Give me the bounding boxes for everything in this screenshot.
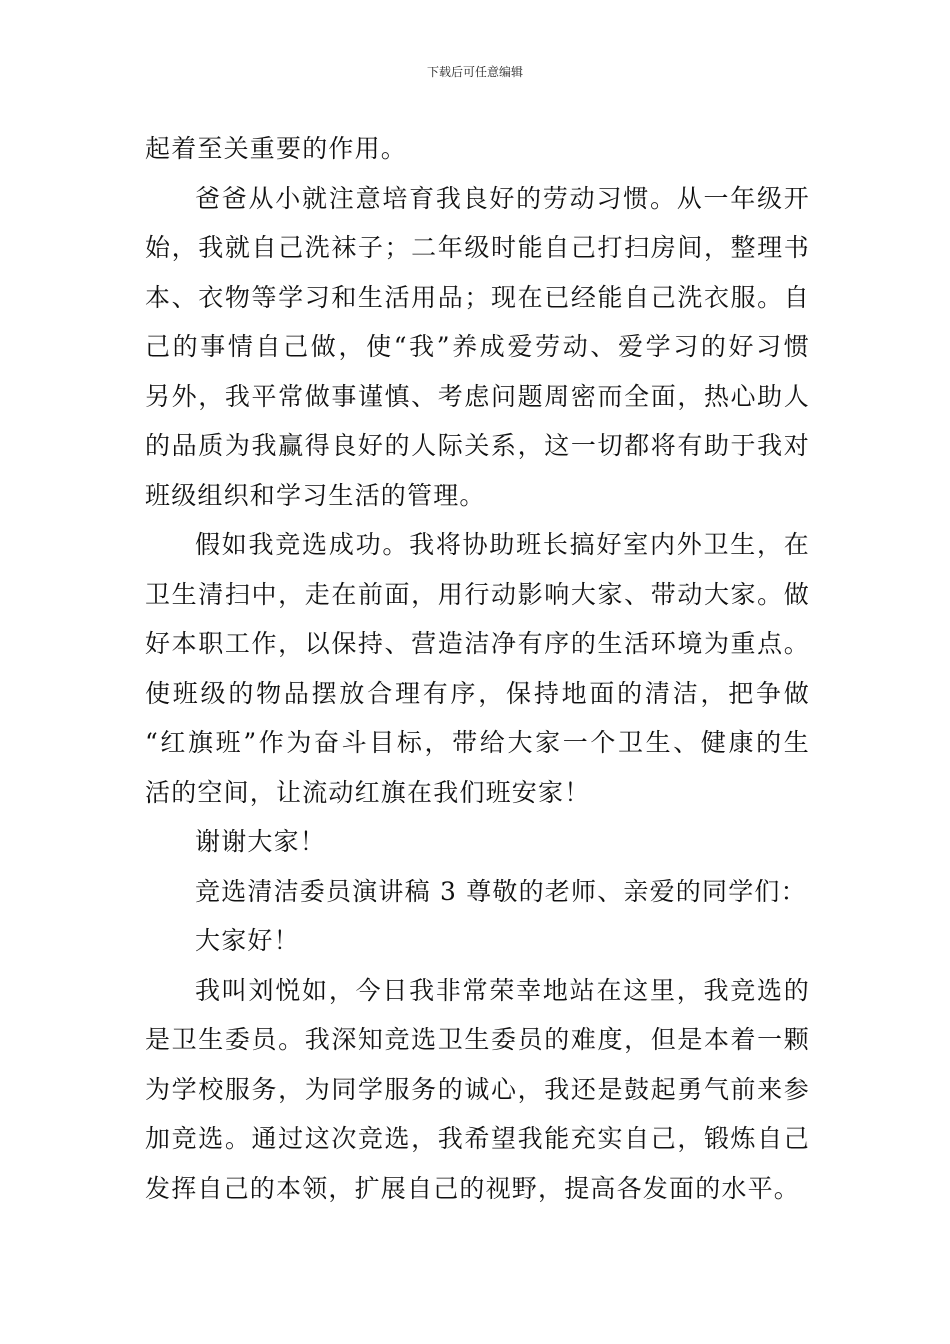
page-header: 下载后可任意编辑: [426, 65, 523, 79]
text-line: 大家好！: [195, 926, 300, 955]
text-line: 好本职工作，以保持、营造洁净有序的生活环境为重点。: [145, 629, 810, 658]
text-line: 本、衣物等学习和生活用品；现在已经能自己洗衣服。自: [145, 282, 810, 312]
text-line: 另外，我平常做事谨慎、考虑问题周密而全面，热心助人: [145, 381, 810, 411]
text-line: 使班级的物品摆放合理有序，保持地面的清洁，把争做: [145, 678, 810, 708]
text-line: 是卫生委员。我深知竞选卫生委员的难度，但是本着一颗: [145, 1025, 810, 1054]
text-line: 卫生清扫中，走在前面，用行动影响大家、带动大家。做: [145, 579, 810, 609]
text-line: 己的事情自己做，使“我”养成爱劳动、爱学习的好习惯: [145, 332, 810, 361]
text-line: 我叫刘悦如，今日我非常荣幸地站在这里，我竞选的: [195, 975, 810, 1005]
text-line: 起着至关重要的作用。: [145, 134, 408, 163]
text-line: 发挥自己的本领，扩展自己的视野，提高各发面的水平。: [145, 1173, 801, 1203]
text-line: “红旗班”作为奋斗目标，带给大家一个卫生、健康的生: [145, 728, 810, 757]
text-line: 始，我就自己洗袜子；二年级时能自己打扫房间，整理书: [145, 233, 810, 262]
text-line: 加竞选。通过这次竞选，我希望我能充实自己，锻炼自己: [145, 1124, 810, 1153]
text-line: 为学校服务，为同学服务的诚心，我还是鼓起勇气前来参: [145, 1074, 810, 1104]
text-line: 竞选清洁委员演讲稿 3 尊敬的老师、亲爱的同学们：: [195, 876, 807, 906]
text-line: 活的空间，让流动红旗在我们班安家！: [145, 777, 591, 807]
text-line: 的品质为我赢得良好的人际关系，这一切都将有助于我对: [145, 431, 810, 460]
text-line: 班级组织和学习生活的管理。: [145, 480, 486, 510]
text-line: 谢谢大家！: [195, 827, 327, 856]
text-line: 爸爸从小就注意培育我良好的劳动习惯。从一年级开: [195, 183, 810, 213]
document-body: [145, 124, 810, 1213]
text-line: 假如我竞选成功。我将协助班长搞好室内外卫生，在: [195, 530, 810, 559]
